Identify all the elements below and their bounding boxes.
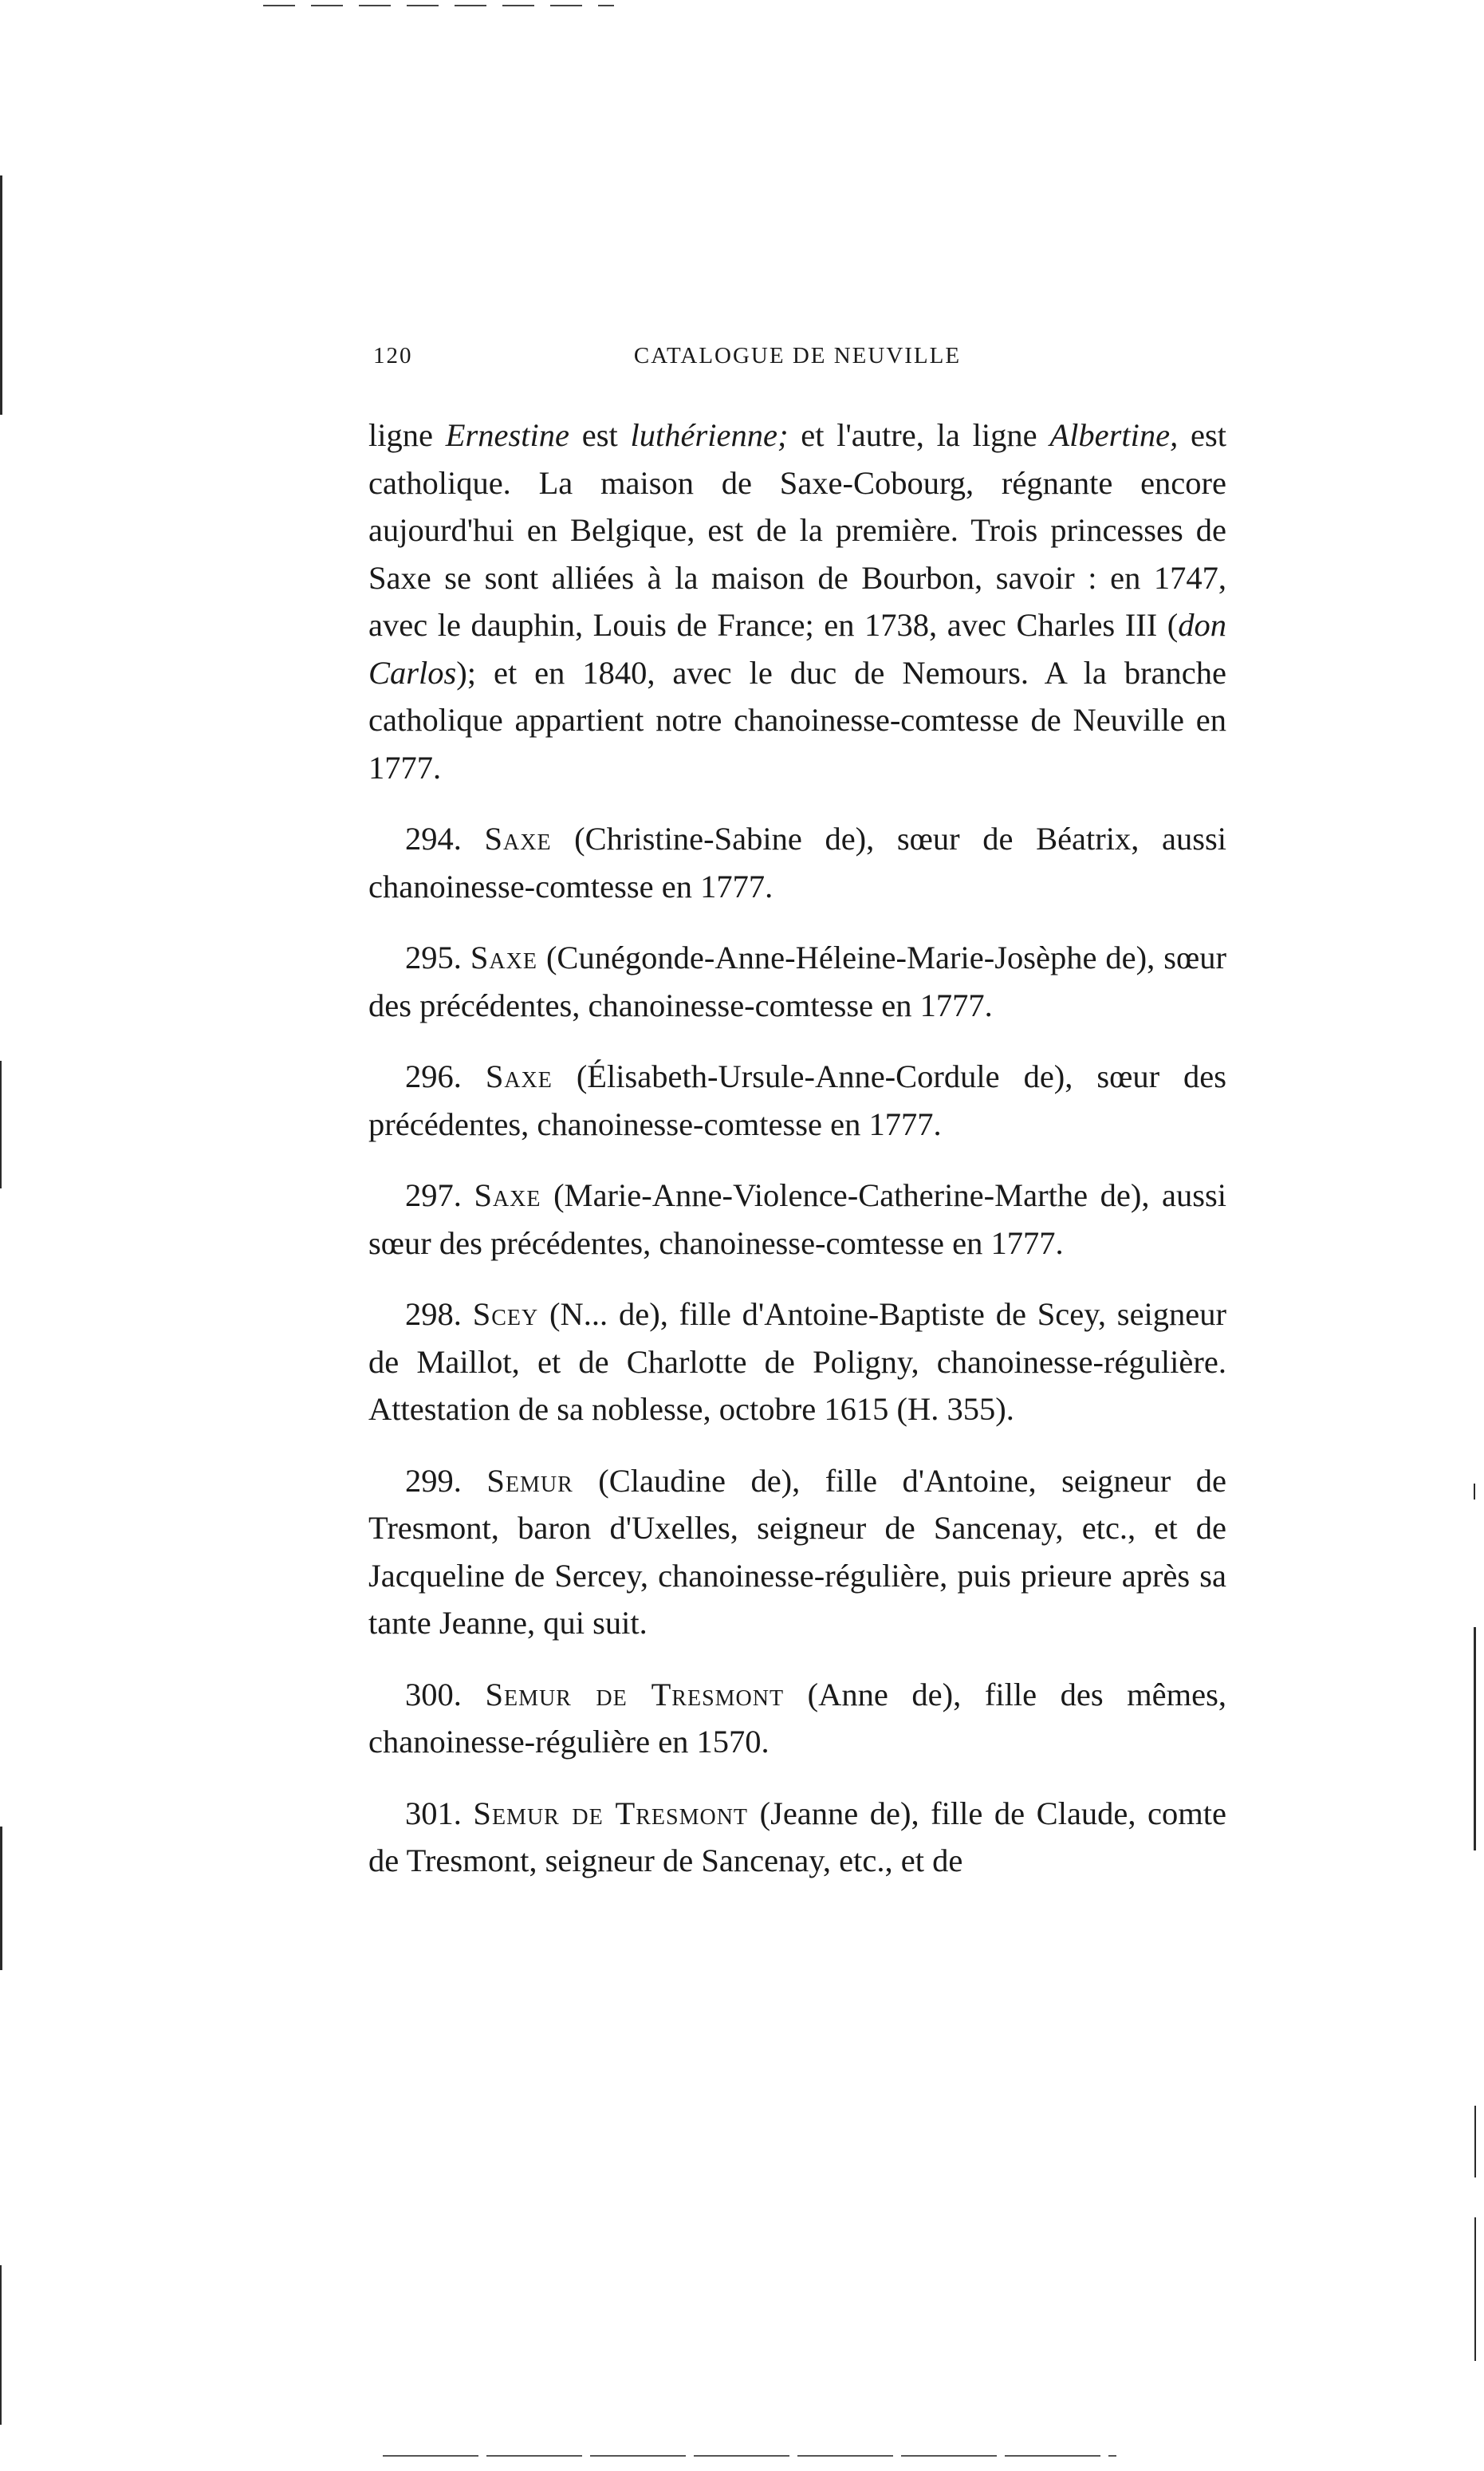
entry-name: Semur de Tresmont [473, 1795, 749, 1831]
entry-text: (Marie-Anne-Violence-Catherine-Marthe de), aussi sœur des précédentes, chanoinesse-comtesse en 1777. [368, 1177, 1227, 1261]
italic-run: Albertine, [1049, 417, 1179, 453]
scan-edge-left [0, 1827, 2, 1970]
entry-name: Semur [486, 1462, 573, 1499]
scan-edge-bottom [383, 2455, 1116, 2457]
text-run: ligne [368, 417, 446, 453]
entry-number: 294. [405, 821, 462, 857]
entry-name: Saxe [485, 1058, 553, 1094]
entry-name: Semur de Tresmont [485, 1676, 785, 1712]
entry-number: 299. [405, 1462, 462, 1499]
catalogue-entry [368, 1457, 1226, 1647]
entry-text: (Cunégonde-Anne-Héleine-Marie-Josèphe de), sœur des précédentes, chanoinesse-comtesse en 1777. [368, 940, 1227, 1023]
entry-text: (Claudine de), fille d'Antoine, seigneur de Tresmont, baron d'Uxelles, seigneur de Sancenay, etc., et de Jacqueline de Sercey, chanoinesse-régulière, puis prieure après sa tante Jeanne, qui suit. [368, 1462, 1227, 1641]
entry-text: (Jeanne de), fille de Claude, comte de Tresmont, seigneur de Sancenay, etc., et de [368, 1795, 1227, 1878]
running-head [368, 343, 1226, 383]
scan-edge-left [0, 175, 2, 415]
scan-edge-left [0, 1061, 2, 1188]
entry-text: (Élisabeth-Ursule-Anne-Cordule de), sœur des précédentes, chanoinesse-comtesse en 1777. [368, 1058, 1227, 1142]
entry-text: (N... de), fille d'Antoine-Baptiste de Scey, seigneur de Maillot, et de Charlotte de Poligny, chanoinesse-régulière. Attestation de sa noblesse, octobre 1615 (H. 355). [368, 1296, 1227, 1427]
italic-run: Ernestine [445, 417, 569, 453]
entry-number: 301. [405, 1795, 462, 1831]
entry-name: Scey [472, 1296, 539, 1332]
catalogue-entry [368, 934, 1226, 1029]
entry-name: Saxe [484, 821, 552, 857]
entry-name: Saxe [474, 1177, 541, 1213]
book-page [368, 343, 1226, 1885]
entry-text: (Christine-Sabine de), sœur de Béatrix, aussi chanoinesse-comtesse en 1777. [368, 821, 1227, 904]
entry-number: 298. [405, 1296, 462, 1332]
italic-run: don Carlos [368, 607, 1226, 691]
page-number: 120 [373, 343, 413, 368]
catalogue-entry [368, 1291, 1226, 1433]
text-run: est catholique. La maison de Saxe-Cobourg, régnante encore aujourd'hui en Belgique, est de la première. Trois princesses de Saxe se sont alliées à la maison de Bourbon, savoir : en 1747, avec le dauphin, Louis de France; en 1738, avec Charles III ( [368, 417, 1226, 643]
text-run: est [569, 417, 631, 453]
catalogue-entry [368, 1790, 1226, 1885]
page-body [368, 412, 1226, 1885]
entry-number: 300. [405, 1676, 462, 1712]
scan-edge-right [1474, 2106, 1476, 2177]
entry-name: Saxe [470, 940, 537, 975]
entry-number: 296. [405, 1058, 462, 1094]
catalogue-entry [368, 1172, 1226, 1267]
italic-run: luthérienne; [630, 417, 789, 453]
entry-text: (Anne de), fille des mêmes, chanoinesse-régulière en 1570. [368, 1676, 1226, 1760]
scan-edge-right [1474, 1627, 1476, 1850]
scan-edge-right [1474, 2217, 1476, 2361]
entry-number: 295. [405, 940, 462, 975]
catalogue-entry [368, 1671, 1226, 1766]
catalogue-entry [368, 1053, 1226, 1148]
text-run: ); et en 1840, avec le duc de Nemours. A la branche catholique appartient notre chanoinesse-comtesse de Neuville en 1777. [368, 654, 1226, 786]
text-run: et l'autre, la ligne [788, 417, 1050, 453]
entry-number: 297. [405, 1177, 462, 1213]
catalogue-entry [368, 815, 1226, 910]
scan-edge-top [263, 5, 614, 6]
running-title: CATALOGUE DE NEUVILLE [633, 343, 962, 368]
scan-edge-left [0, 2265, 2, 2425]
continued-paragraph [368, 412, 1226, 791]
scan-edge-right [1474, 1484, 1475, 1500]
